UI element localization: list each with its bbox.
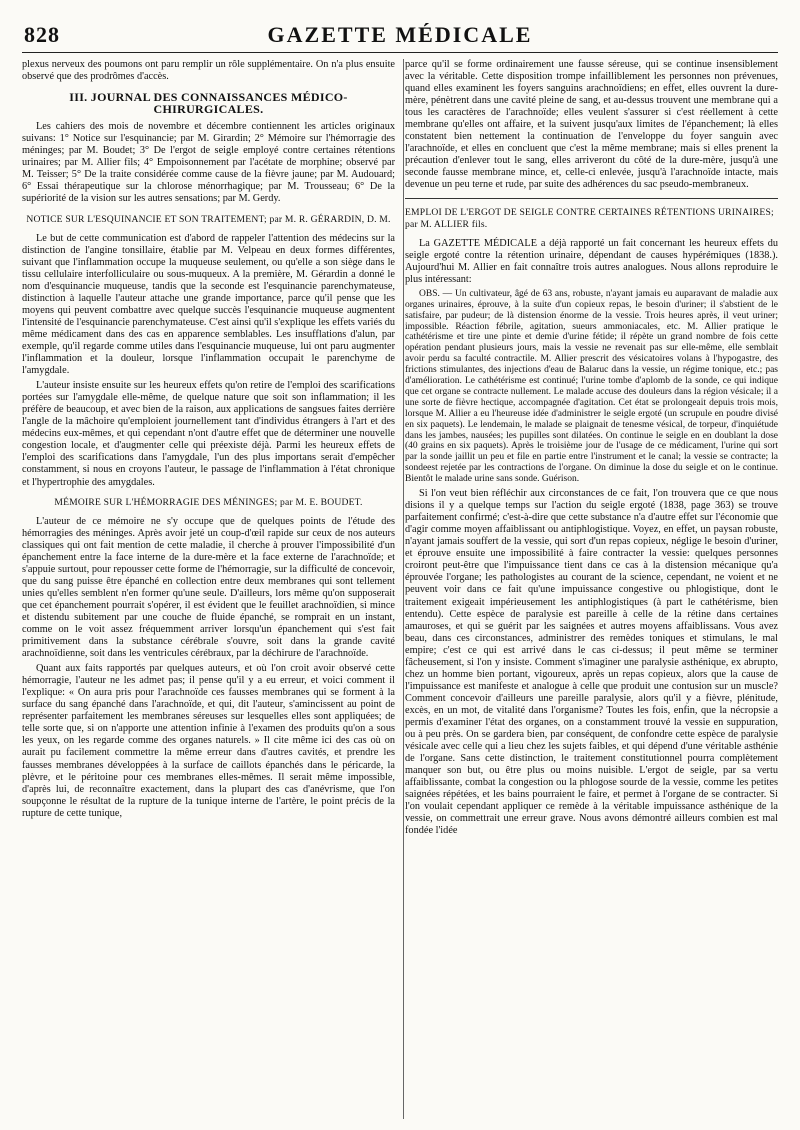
hemorragie-paragraph-1: L'auteur de ce mémoire ne s'y occupe que de quelques points de l'étude des hémorragies des méninges. Après avoir jeté un coup-d'œil rapide sur ceux de nos auteurs classiques qui ont fait mention de cette maladie, il cherche à prouver l'impossibilité d'un épanchement entre la face interne de la dure-mère et la face externe de l'arachnoïde; et s'appuie surtout, pour repousser cette forme de l'hémorragie, sur la difficulté de concevoir, que du sang puisse être épanché en collection entre deux membranes qui sont tellement unies qu'elles semblent n'en former qu'une seule. D'ailleurs, lors même qu'on supposerait que cet épanchement pourrait s'opérer, il est évident que le feuillet arachnoïdien, si mince et distendu subitement par une couche de fluide épanché, se romprait en un instant, comme on le voit assez fréquemment arriver lorsqu'un épanchement qui s'est fait primitivement dans la substance cérébrale s'ouvre, soit dans la grande cavité arachnoïdienne, soit dans les ventricules cérébraux, par la déchirure de l'arachnoïde. (22, 515, 395, 660)
section-title: III. JOURNAL DES CONNAISSANCES MÉDICO-CHIRURGICALES. (69, 90, 348, 117)
page-number: 828 (24, 22, 60, 47)
hemorragie-paragraph-2: Quant aux faits rapportés par quelques auteurs, et où l'on croit avoir observé cette hémorragie, l'auteur ne les admet pas; il pense qu'il y a eu erreur, et voici comment il l'explique: « On aura pris pour l'arachnoïde ces fausses membranes qui se forment à la surface du sang épanché dans l'arachnoïde, et qui, dit l'auteur, s'amincissent au point de représenter parfaitement les membranes séreuses sur lesquelles elles sont appliquées; de telle sorte que, si on n'apporte une attention infinie à l'examen des produits qu'on a sous les yeux, on les regarde comme des organes naturels. » Il cite même ici des cas où on aurait pu facilement commettre la même erreur dans d'autres cavités, et prendre les fausses membranes développées à la surface de caillots épanchés dans le péricarde, la plèvre, et le péritoine pour ces membranes elles-mêmes. Il serait même impossible, d'après lui, de reconnaître exactement, dans la plupart des cas d'anévrisme, que l'on soupçonne le résultat de la rupture de la tunique interne de l'artère, le point précis de la rupture de cette tunique, (22, 663, 395, 819)
continuation-paragraph: parce qu'il se forme ordinairement une fausse séreuse, qui se continue insensiblement avec la véritable. Cette disposition trompe infailliblement les personnes non prévenues, quand elles examinent les foyers sanguins arachnoïdiens; en effet, elles ouvrent la dure-mère, pénètrent dans une cavité pleine de sang, et au-dessus trouvent une membrane qui a tous les caractères de l'arachnoïde; elles veulent s'assurer si c'est réellement à cette membrane qu'elles ont affaire, et la suivent jusqu'aux limites de l'épanchement; là elles constatent bien nettement la continuation de l'enveloppe du foyer sanguin avec l'arachnoïde, et elles en concluent que c'est la même membrane; mais si elles prenent la précaution d'enlever tout le sang, elles arriveront du côté de la dure-mère, jusqu'à une seconde fausse membrane mince, et, celle-ci enlevée, jusqu'à l'arachnoïde intacte, mais devenue un peu terne et rude, par suite des adhérences du sac pseudo-membraneux. (405, 59, 778, 191)
cahiers-paragraph: Les cahiers des mois de novembre et décembre contiennent les articles originaux suivans: 1° Notice sur l'esquinancie; par M. Girardin; 2° Mémoire sur l'hémorragie des méninges; par M. Boudet; 3° De l'ergot de seigle employé contre certaines rétentions urinaires; par M. Allier fils; 4° Empoisonnement par l'acétate de morphine; observé par M. Teisser; 5° De la traite considérée comme cause de la fièvre jaune; par M. Audouard; 6° Essai thérapeutique sur la chlorose ménorrhagique; par M. Trousseau; 6° De la supériorité de la vision sur les autres sensations; par M. Gerdy. (22, 121, 395, 205)
page-header (22, 16, 778, 53)
two-column-body (22, 59, 778, 1119)
divider (405, 198, 778, 199)
ergot-paragraph-1: La GAZETTE MÉDICALE a déjà rapporté un fait concernant les heureux effets du seigle ergoté contre la rétention urinaire, dépendant de causes hypérémiques (1838.). Aujourd'hui M. Allier en fait connaître trois autres analogues. Nous allons reproduire le plus intéressant: (405, 237, 778, 285)
journal-title: GAZETTE MÉDICALE (267, 22, 533, 47)
esquinancie-paragraph-1: Le but de cette communication est d'abord de rappeler l'attention des médecins sur la distinction de l'angine tonsillaire, établie par M. Velpeau en deux formes différentes, suivant que l'inflammation occupe la muqueuse seulement, ou qu'elle a son siège dans le tissu cellulaire interfolliculaire ou sous-muqueux. A la première, M. Gérardin a donné le nom d'esquinancie muqueuse, tandis que la seconde est l'esquinancie parenchymateuse, distinction à laquelle l'auteur attache une grande importance, parce qu'il pense que les moyens qui peuvent combattre avec quelque succès l'esquinancie muqueuse augmentent l'intensité de l'esquinancie parenchymateuse. C'est ainsi qu'il s'explique les effets variés du même médicament dans des cas en apparence semblables. Les insufflations d'alun, par exemple, qu'il regarde comme utiles dans l'esquinancie muqueuse, lui ont paru augmenter l'inflammation et la douleur, lorsque l'inflammation occupait le parenchyme de l'amygdale. (22, 232, 395, 377)
intro-paragraph: plexus nerveux des poumons ont paru remplir un rôle supplémentaire. On n'a plus ensuite observé que des prodrômes d'accès. (22, 59, 395, 83)
left-column (22, 59, 404, 1119)
esquinancie-paragraph-2: L'auteur insiste ensuite sur les heureux effets qu'on retire de l'emploi des scarifications portées sur l'amygdale elle-même, de quelque nature que soit son inflammation; il les préfère de beaucoup, et avec bien de la raison, aux applications de sangsues faites derrière l'angle de la mâchoire qu'emploient journellement tant d'individus étrangers à l'art et des médecins eux-mêmes, et qui cependant n'ont d'autre effet que de déterminer une nouvelle congestion locale, et d'augmenter celle qui préexiste déjà. Parmi les heureux effets de l'emploi des scarifications dans l'amygdale, l'un des plus importans serait d'empêcher constamment, si nous en croyons l'auteur, le passage de l'inflammation à l'état chronique et l'hypertrophie des amygdales. (22, 380, 395, 488)
observation-paragraph: OBS. — Un cultivateur, âgé de 63 ans, robuste, n'ayant jamais eu auparavant de maladie aux organes urinaires, éprouve, à la suite d'un copieux repas, le besoin d'uriner; il s'abstient de le satisfaire, par pudeur; de là distension énorme de la vessie. Trois heures après, il veut uriner; impossible. Réaction fébrile, agitation, sueurs ammoniacales, etc. M. Allier pratique le cathétérisme et tire une pinte et demie d'urine fétide; il répète un grand nombre de fois cette opération pendant plusieurs jours, mais la vessie ne revenait pas sur elle-même, elle semblait avoir perdu sa faculté contractile. M. Allier prescrit des vésicatoires volans à l'hypogastre, des frictions stimulantes, des injections d'eau de Balaruc dans la vessie, un régime tonique, etc.; pas d'amélioration. Le cathétérisme est continué; l'urine tombe d'aplomb de la sonde, ce qui indique que cet organe se contracte nullement. Le malade accuse des douleurs dans la région vésicale; il a une sorte de fièvre hectique, accompagnée d'agitation. Cet état se prolongeait depuis trois mois, lorsque M. Allier a eu l'heureuse idée d'administrer le seigle ergoté (un scrupule en poudre divisé en six paquets). Le lendemain, le malade se plaignait de tenesme vésical, de torpeur, d'inquiétude dans les jambes, nausées; les pupilles sont dilatées. On continue le seigle en en doublant la dose (40 grains en six paquets). Après le troisième jour de l'usage de ce médicament, l'urine qui sort par la sonde jaillit un peu et file en partie entre l'instrument et le canal; la vessie se contracte; la sondeest rejetée par les contractions de l'organe. On diminue la dose du seigle et on le continue. Bientôt le malade urine sans sonde. Guérison. (405, 288, 778, 485)
article-title-ergot: EMPLOI DE L'ERGOT DE SEIGLE CONTRE CERTAINES RÉTENTIONS URINAIRES; par M. ALLIER fils. (405, 206, 774, 230)
ergot-paragraph-2: Si l'on veut bien réfléchir aux circonstances de ce fait, l'on trouvera que ce que nous disions il y a quelque temps sur l'action du seigle ergoté (1838, page 363) se trouve parfaitement confirmé; c'est-à-dire que cette substance n'a d'autre effet sur l'économie que d'agir comme moyen affaiblissant ou antiphlogistique. Voyez, en effet, un paysan robuste, n'ayant jamais souffert de la vessie, qui sort d'un repas copieux, néglige le besoin d'uriner, et éprouve ensuite une impossibilité à faire contracter la vessie: quelques personnes croiront peut-être que l'impuissance tient dans ce cas à la distension mécanique qu'a éprouvée l'organe; les pathologistes au courant de la science, cependant, ne voient et ne peuvent voir dans ce fait qu'une impuissance congestive ou phlogistique, dont le traitement exigeait impérieusement les antiphlogistiques (à part le cathétérisme, bien entendu). Cette espèce de paralysie est pareille à celle de la rétine dans certaines amauroses, et qui se guérit par les saignées et autres moyens affaiblissans. Vous avez beau, dans ces circonstances, administrer des remèdes toniques et stimulans, le mal empire; c'est ce qui est arrivé dans le cas ci-dessus; il peut même se terminer fâcheusement, si l'on y insiste. Comment s'imaginer une paralysie asthénique, ex abrupto, chez un homme bien portant, vigoureux, après un repas copieux, alors que la cause de l'impuissance est manifeste et analogue à celle que produit une contusion sur un muscle? Comment concevoir d'ailleurs une pareille paralysie, alors qu'il y a fièvre, plénitude, excès, en un mot, de vitalité dans l'organisme? Toutes les fois, enfin, que la nécropsie a permis d'examiner l'état des organes, on a constamment trouvé la vessie en suppuration, ou à peu près. On se gardera bien, par conséquent, de confondre cette espèce de paralysie vésicale avec celle qui a lieu chez les sujets faibles, et qui dépend d'une véritable asthénie de l'organe. Sans cette distinction, le traitement constitutionnel pourra complètement manquer son but, ou être plus ou moins nuisible. L'ergot de seigle, par sa vertu affaiblissante, combat la congestion ou la phlogose sourde de la vessie, comme les petites saignées répétées, et les bains pourraient le faire, et permet à l'organe de se contracter. Si l'on voulait cependant appliquer ce remède à la véritable impuissance asthénique de la vessie, on commettrait une erreur grave. Nous avons démontré ailleurs combien est mal fondée l'idée (405, 488, 778, 837)
article-title-esquinancie: NOTICE SUR L'ESQUINANCIE ET SON TRAITEMENT; par M. R. GÉRARDIN, D. M. (26, 213, 391, 225)
right-column (405, 59, 778, 1119)
article-title-hemorragie: MÉMOIRE SUR L'HÉMORRAGIE DES MÉNINGES; par M. E. BOUDET. (54, 496, 363, 508)
